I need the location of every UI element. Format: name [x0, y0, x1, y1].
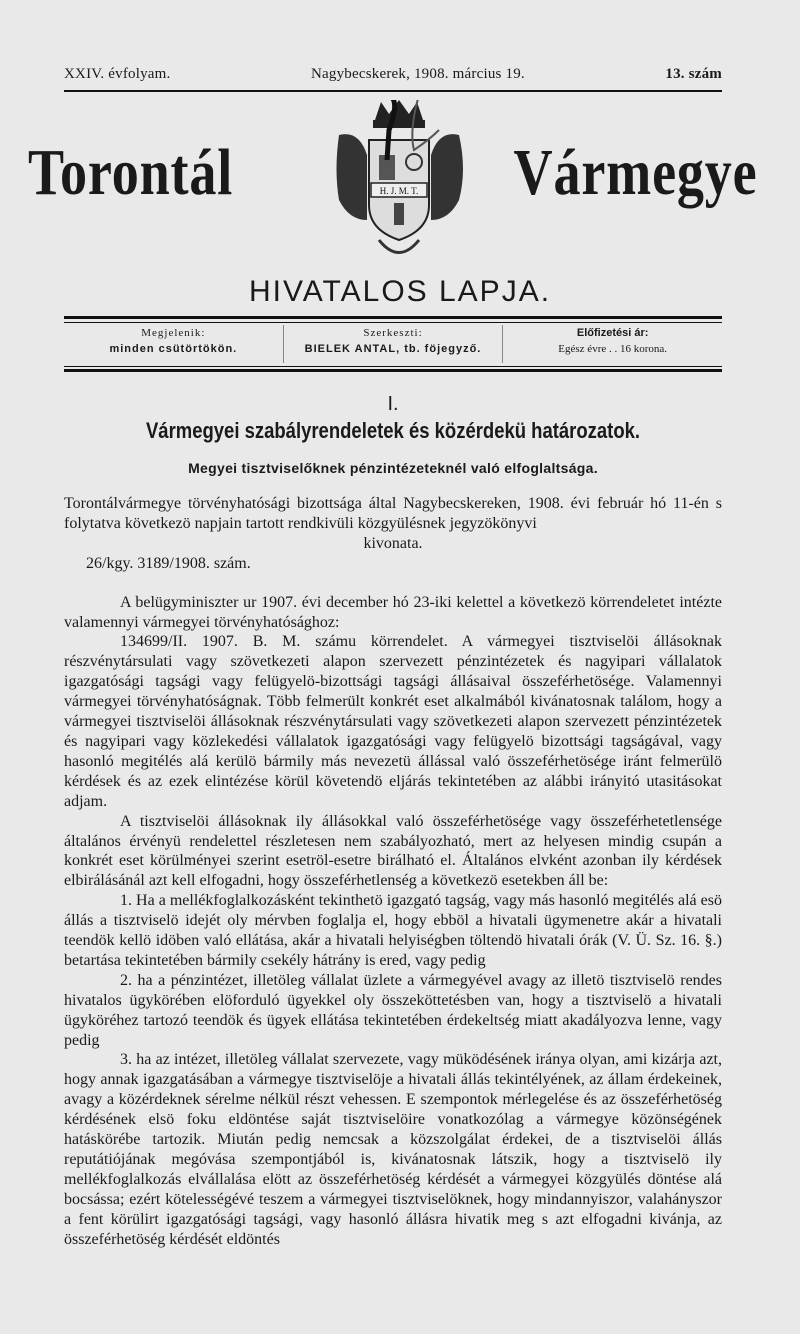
- infobar-rule-thin: [64, 366, 722, 367]
- paragraph-1: A belügyminiszter ur 1907. évi december hó 23-iki kelettel a következö körrendeletet intézte valamennyi vármegyei törvényhatósághoz:: [64, 593, 722, 631]
- masthead-rule-top: [64, 316, 722, 319]
- editor-info: Szerkeszti: BIELEK ANTAL, tb. föjegyző.: [283, 325, 503, 363]
- article-title: Megyei tisztviselőknek pénzintézeteknél való elfoglaltsága.: [188, 460, 598, 476]
- subscription-price-info: Előfizetési ár: Egész évre . . 16 korona.: [502, 325, 722, 363]
- coat-of-arms-icon: [309, 100, 489, 270]
- issue-header-line: [64, 66, 722, 83]
- article-content: [64, 392, 722, 1250]
- masthead: [28, 110, 758, 275]
- paragraph-6: 3. ha az intézet, illetöleg vállalat szervezete, vagy müködésének iránya olyan, ami kizárja azt, hogy annak igazgatásában a vármegye tisztviselöje a hivatali állás tekintélyének, az állam érdekeinek, avagy a közérdeknek sérelme nélkül részt vehessen. E szempontok mérlegelése és az összeférhetöség kérdésének elsö foku eldöntése saját tisztviselöire vonatkozólag a vármegye közönségének hatáskörébe tartozik. Miután pedig nemcsak a közszolgálat érdekei, de a tisztviselöi állás reputátiójának megóvása szempontjából is, kivánatosnak látszik, hogy a tisztviselö ily mellékfoglalkozás elvállalása elött az összeférhetöség kérdését a vármegyei közgyülés döntése alá bocsássa; ezért kötelességévé teszem a vármegyei tisztviselöknek, hogy mindannyiszor, valahányszor a fent körülirt igazgatósági tagsági, vagy hasonló állásra hivatik meg s azt elfogadni kivánja, az összeférhetöség kérdését eldöntés: [64, 1051, 722, 1248]
- paragraph-2: 134699/II. 1907. B. M. számu körrendelet. A vármegyei tisztviselöi állásoknak részvénytársulati vagy szövetkezeti alapon szervezett pénzintézetek és nagyipari vállalatok igazgatósági tagsági vagy felügyelö-bizottsági tagsági állásaival összeférhetösége. Valamennyi vármegyei törvényhatóságnak. Több felmerült konkrét eset alkalmából kivánatosnak találom, hogy a vármegyei tisztviselöi állásoknak részvénytársulati vagy szövetkezeti alapon szervezett pénzintézetek és nagyipari vagy közlekedési vállalatok igazgatósági vagy felügyelö bizottsági tagságával, vagy hasonló megitélés alá kerülö bármily más nevezetü állással való összeférhetösége iránt felmerülö kérdések és az ezek elintézése körül követendö eljárás tekintetében az alábbi irányitó utasitásokat adjam.: [64, 633, 722, 810]
- issue-number: 13. szám: [665, 66, 722, 82]
- svg-text:H. J. M. T.: H. J. M. T.: [379, 186, 419, 196]
- intro-paragraph: Torontálvármegye törvényhatósági bizottsága által Nagybecskereken, 1908. évi február hó 11-én s folytatva következö napjain tartott rendkivüli közgyülésnek jegyzökönyvi: [64, 495, 722, 532]
- paragraph-3: A tisztviselöi állásoknak ily állásokkal való összeférhetösége vagy összeférhetetlensége általános érvényü rendelettel részletesen nem szabályozható, mert az helyesen mindig csupán a konkrét eset körülményei szerint esetröl-esetre birálható el. Általános elvként azonban ily kérdések elbirálásánál azt kell elfogadni, hogy összeférhetlenség a következö esetekben áll be:: [64, 812, 722, 890]
- article-body: [64, 494, 722, 1250]
- header-rule: [64, 90, 722, 92]
- reference-number: 26/kgy. 3189/1908. szám.: [86, 554, 251, 572]
- masthead-subtitle: HIVATALOS LAPJA.: [248, 275, 552, 308]
- appears-info: Megjelenik: minden csütörtökön.: [109, 327, 238, 355]
- section-title: Vármegyei szabályrendeletek és közérdekü határozatok.: [145, 418, 641, 443]
- publication-info-bar: [64, 325, 722, 363]
- masthead-left-word: Torontál: [28, 136, 234, 209]
- masthead-rule-top-thin: [64, 322, 722, 323]
- paragraph-5: 2. ha a pénzintézet, illetöleg vállalat üzlete a vármegyével avagy az illetö tisztviselö rendes hivatalos ügykörében elöforduló ügyekkel oly összeköttetésben van, hogy a tisztviselö a hivatali ügyköréhez tartozó teendök és ügyek ellátása tekintetében érdekeltség miatt akadályozva lenne, vagy pedig: [64, 971, 722, 1049]
- section-number: I.: [387, 393, 399, 415]
- paragraph-4: 1. Ha a mellékfoglalkozásként tekinthetö igazgató tagság, vagy más hasonló megitélés alá esö állás a tisztviselö idejét oly mérvben foglalja el, hogy ebböl a hivatali ügymenetre akár a hivatali teendök kellö idöben való ellátása, akár a hivatali helyiségben töltendö hivatali órák (V. Ü. Sz. 16. §.) betartása tekintetében bármily csekély hátrány is ered, vagy pedig: [64, 892, 722, 969]
- infobar-rule-bottom: [64, 369, 722, 372]
- volume-label: XXIV. évfolyam.: [64, 66, 171, 82]
- masthead-right-word: Vármegye: [514, 136, 758, 209]
- place-date: Nagybecskerek, 1908. március 19.: [311, 66, 525, 82]
- intro-end: kivonata.: [363, 534, 423, 552]
